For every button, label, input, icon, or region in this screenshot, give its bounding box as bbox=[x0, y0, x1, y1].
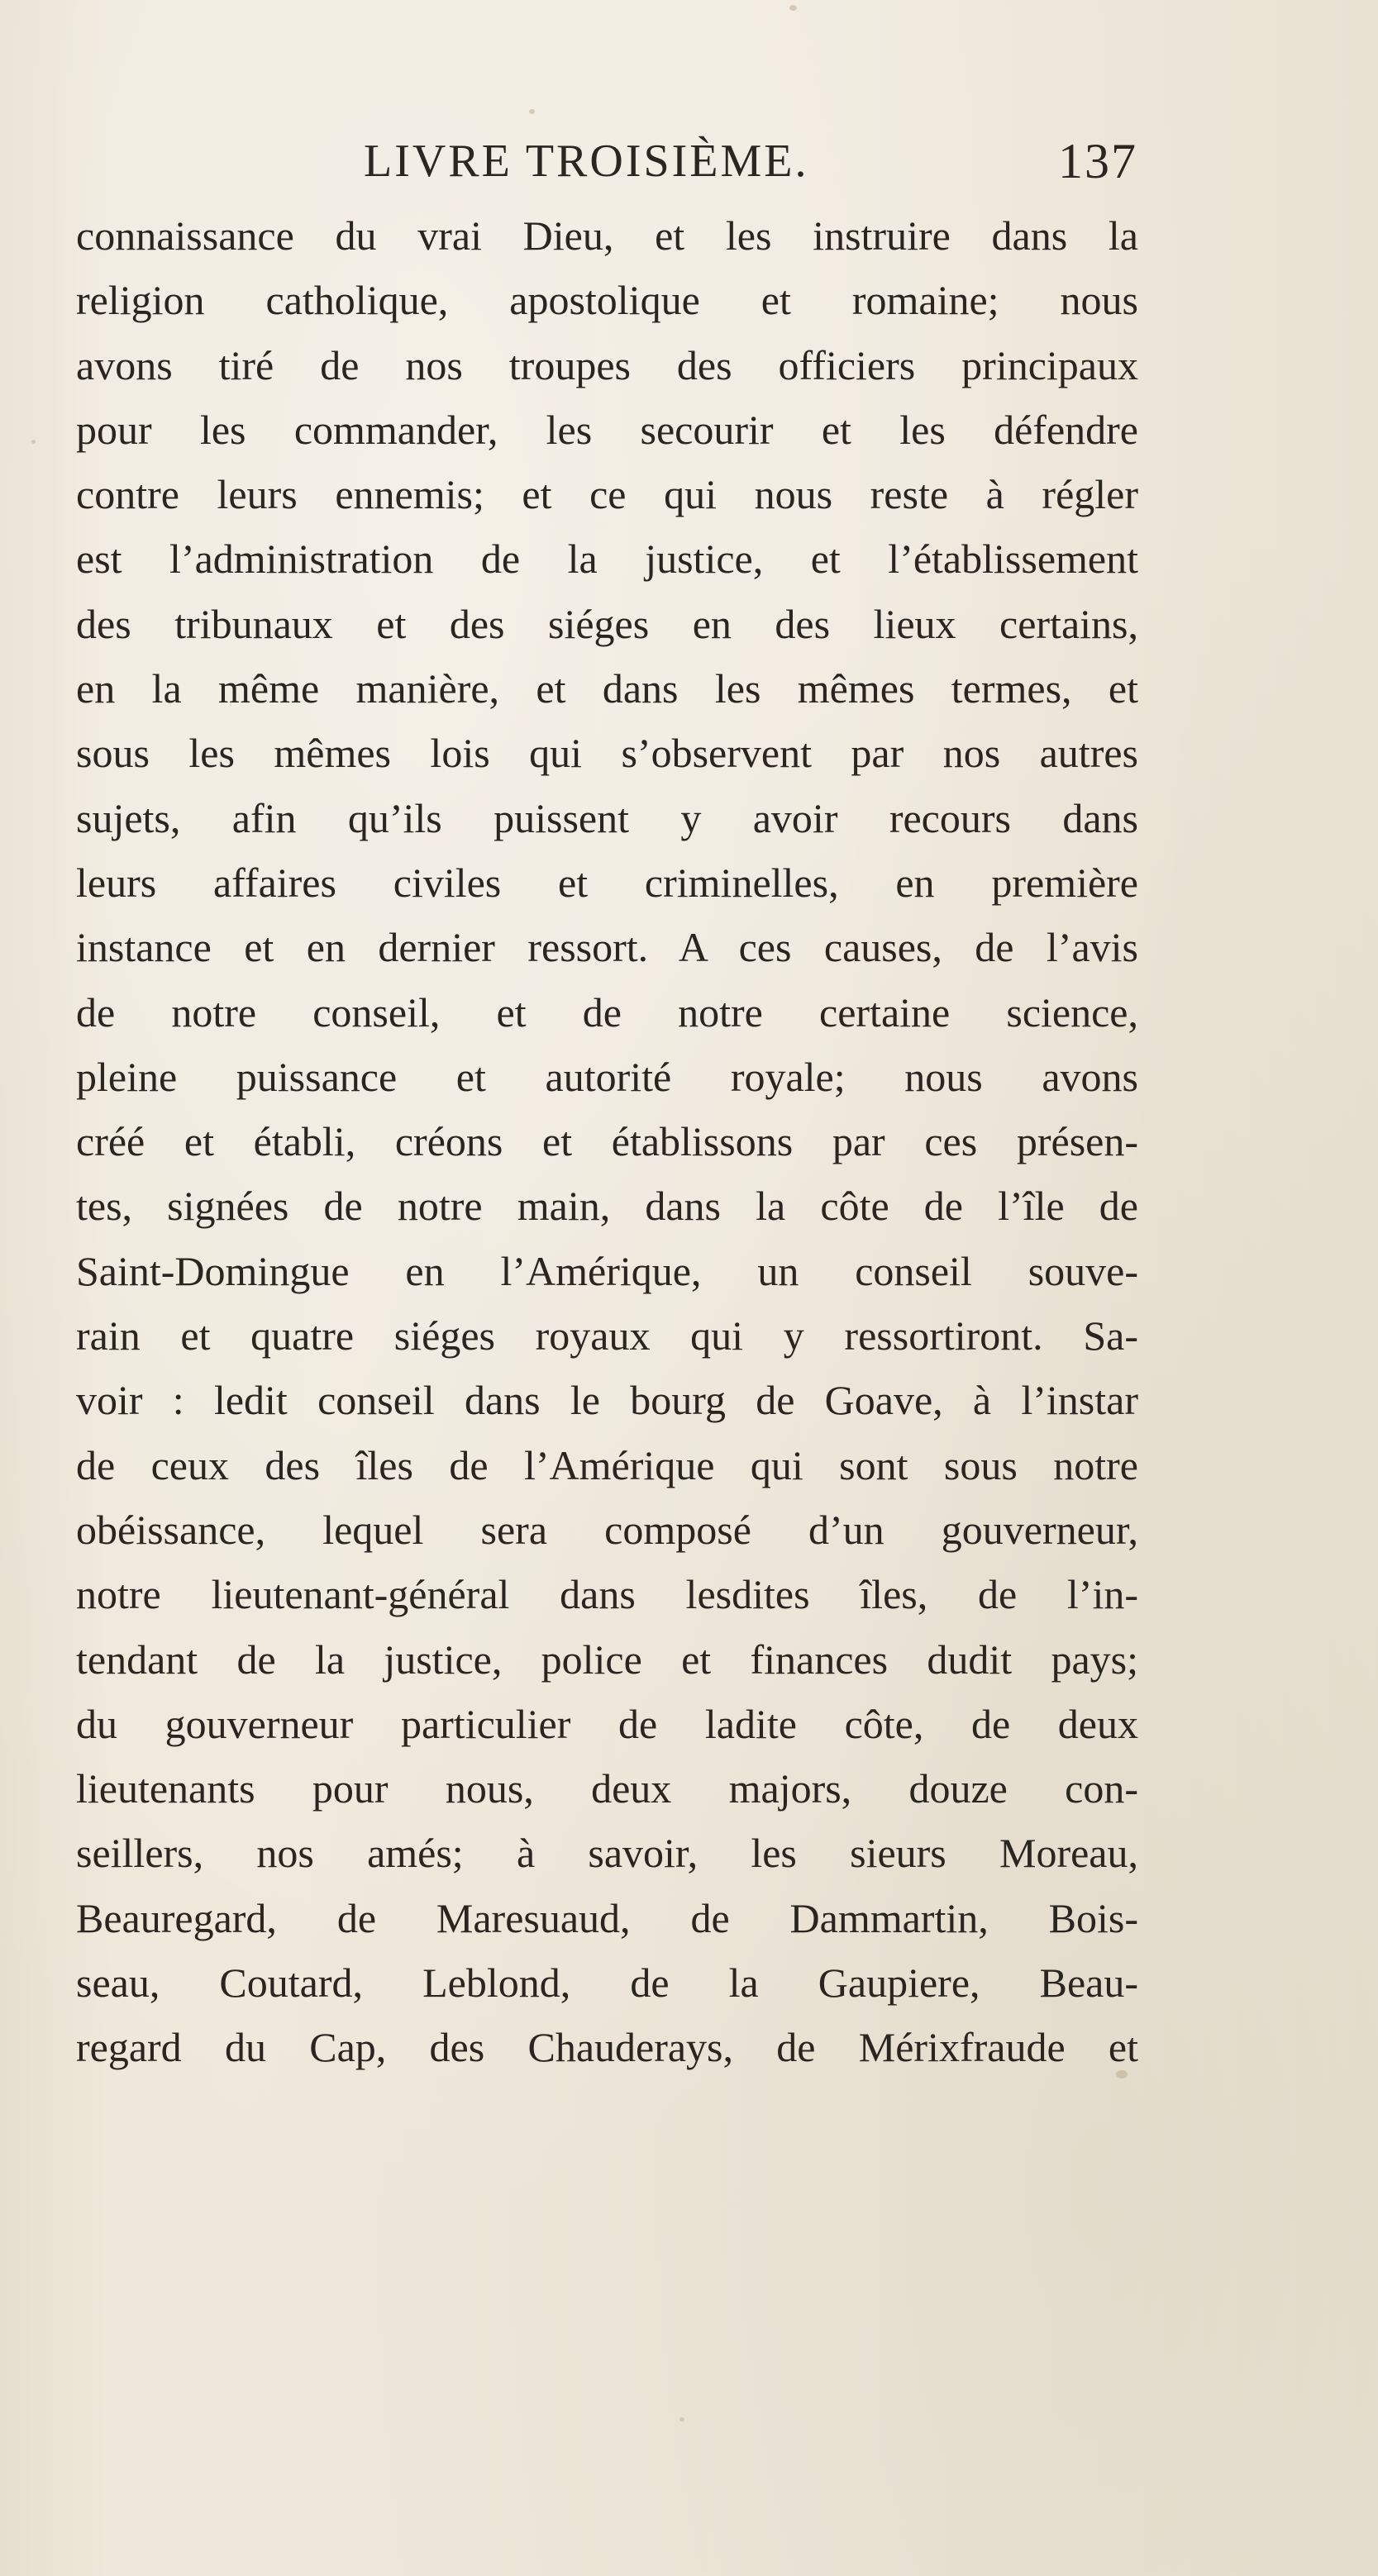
foxing-spot bbox=[789, 5, 797, 11]
text-line: obéissance, lequel sera composé d’un gouverneur, bbox=[76, 1506, 1138, 1553]
text-line: créé et établi, créons et établissons par ces présen- bbox=[76, 1118, 1138, 1165]
text-line: voir : ledit conseil dans le bourg de Goave, à l’instar bbox=[76, 1377, 1138, 1424]
text-line: notre lieutenant-général dans lesdites îles, de l’in- bbox=[76, 1571, 1138, 1618]
text-line: est l’administration de la justice, et l’établissement bbox=[76, 536, 1138, 583]
text-line: tes, signées de notre main, dans la côte de l’île de bbox=[76, 1183, 1138, 1230]
text-line: Saint-Domingue en l’Amérique, un conseil souve- bbox=[76, 1247, 1138, 1294]
text-line: regard du Cap, des Chauderays, de Mérixfraude et bbox=[76, 2024, 1138, 2071]
foxing-spot bbox=[679, 2417, 684, 2421]
text-line: contre leurs ennemis; et ce qui nous reste à régler bbox=[76, 471, 1138, 518]
text-line: pour les commander, les secourir et les défendre bbox=[76, 406, 1138, 453]
text-line: instance et en dernier ressort. A ces causes, de l’avis bbox=[76, 924, 1138, 971]
text-line: de notre conseil, et de notre certaine science, bbox=[76, 988, 1138, 1036]
page-header bbox=[79, 124, 1137, 198]
text-line: sujets, afin qu’ils puissent y avoir recours dans bbox=[76, 794, 1138, 841]
text-line: seillers, nos amés; à savoir, les sieurs Moreau, bbox=[76, 1830, 1138, 1877]
text-line: de ceux des îles de l’Amérique qui sont sous notre bbox=[76, 1441, 1138, 1488]
text-line: sous les mêmes lois qui s’observent par nos autres bbox=[76, 730, 1138, 777]
text-line: pleine puissance et autorité royale; nous avons bbox=[76, 1053, 1138, 1100]
text-line: rain et quatre siéges royaux qui y ressortiront. Sa- bbox=[76, 1312, 1138, 1359]
running-head: LIVRE TROISIÈME. bbox=[364, 136, 809, 187]
text-line: Beauregard, de Maresuaud, de Dammartin, Bois- bbox=[76, 1894, 1138, 1941]
page-number: 137 bbox=[1058, 134, 1137, 188]
text-line: religion catholique, apostolique et romaine; nous bbox=[76, 277, 1138, 324]
text-line: avons tiré de nos troupes des officiers principaux bbox=[76, 341, 1138, 388]
text-line: tendant de la justice, police et finances dudit pays; bbox=[76, 1636, 1138, 1683]
text-line: connaissance du vrai Dieu, et les instruire dans la bbox=[76, 212, 1138, 259]
foxing-spot bbox=[31, 440, 36, 444]
text-line: en la même manière, et dans les mêmes termes, et bbox=[76, 665, 1138, 712]
foxing-spot bbox=[529, 109, 535, 114]
body-text bbox=[76, 203, 1138, 2080]
text-line: du gouverneur particulier de ladite côte, de deux bbox=[76, 1700, 1138, 1747]
text-line: seau, Coutard, Leblond, de la Gaupiere, Beau- bbox=[76, 1959, 1138, 2007]
text-line: lieutenants pour nous, deux majors, douze con- bbox=[76, 1765, 1138, 1812]
text-line: des tribunaux et des siéges en des lieux certains, bbox=[76, 600, 1138, 647]
text-line: leurs affaires civiles et criminelles, en première bbox=[76, 859, 1138, 906]
